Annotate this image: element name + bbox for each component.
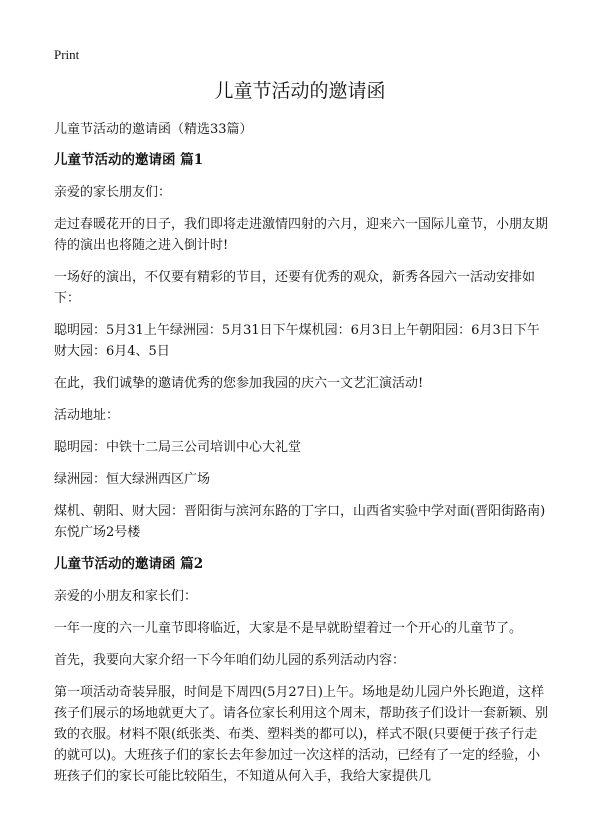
paragraph: 在此，我们诚挚的邀请优秀的您参加我园的庆六一文艺汇演活动! (54, 376, 424, 391)
paragraph: 绿洲园：恒大绿洲西区广场 (54, 472, 211, 487)
paragraph: 聪明园：5月31上午绿洲园：5月31日下午煤机园：6月3日上午朝阳园：6月3日下午财大园：6月4、5日 (54, 323, 540, 359)
print-link[interactable]: Print (54, 47, 80, 62)
paragraph: 亲爱的小朋友和家长们： (54, 589, 198, 604)
paragraph: 第一项活动奇装异服，时间是下周四(5月27日)上午。场地是幼儿园户外长跑道，这样孩子们展示的场地就更大了。请各位家长利用这个周末，帮助孩子们设计一套新颖、别致的衣服。材料不限(纸张类、布类、塑料类的都可以)，样式不限(只要便于孩子行走的就可以)。大班孩子们的家长去年参加过一次这样的活动，已经有了一定的经验，小班孩子们的家长可能比较陌生，不知道从何入手，我给大家提供几 (54, 685, 549, 784)
paragraph: 首先，我要向大家介绍一下今年咱们幼儿园的系列活动内容： (54, 653, 406, 668)
paragraph: 煤机、朝阳、财大园：晋阳街与滨河东路的丁字口，山西省实验中学对面(晋阳街路南)东悦广场2号楼 (54, 504, 546, 540)
paragraph: 走过春暖花开的日子，我们即将走进激情四射的六月，迎来六一国际儿童节，小朋友期待的演出也将随之进入倒计时! (54, 217, 549, 253)
document-title: 儿童节活动的邀请函 (214, 80, 386, 102)
paragraph: 亲爱的家长朋友们： (54, 185, 172, 200)
paragraph: 一年一度的六一儿童节即将临近，大家是不是早就盼望着过一个开心的儿童节了。 (54, 621, 523, 636)
document-subtitle: 儿童节活动的邀请函（精选33篇） (54, 122, 253, 137)
paragraph: 聪明园：中铁十二局三公司培训中心大礼堂 (54, 440, 302, 455)
document-body (54, 119, 550, 798)
section-heading: 儿童节活动的邀请函 篇1 (54, 152, 204, 168)
paragraph: 一场好的演出，不仅要有精彩的节目，还要有优秀的观众，新秀各园六一活动安排如下： (54, 270, 536, 306)
paragraph: 活动地址： (54, 408, 120, 423)
section-heading: 儿童节活动的邀请函 篇2 (54, 556, 204, 572)
